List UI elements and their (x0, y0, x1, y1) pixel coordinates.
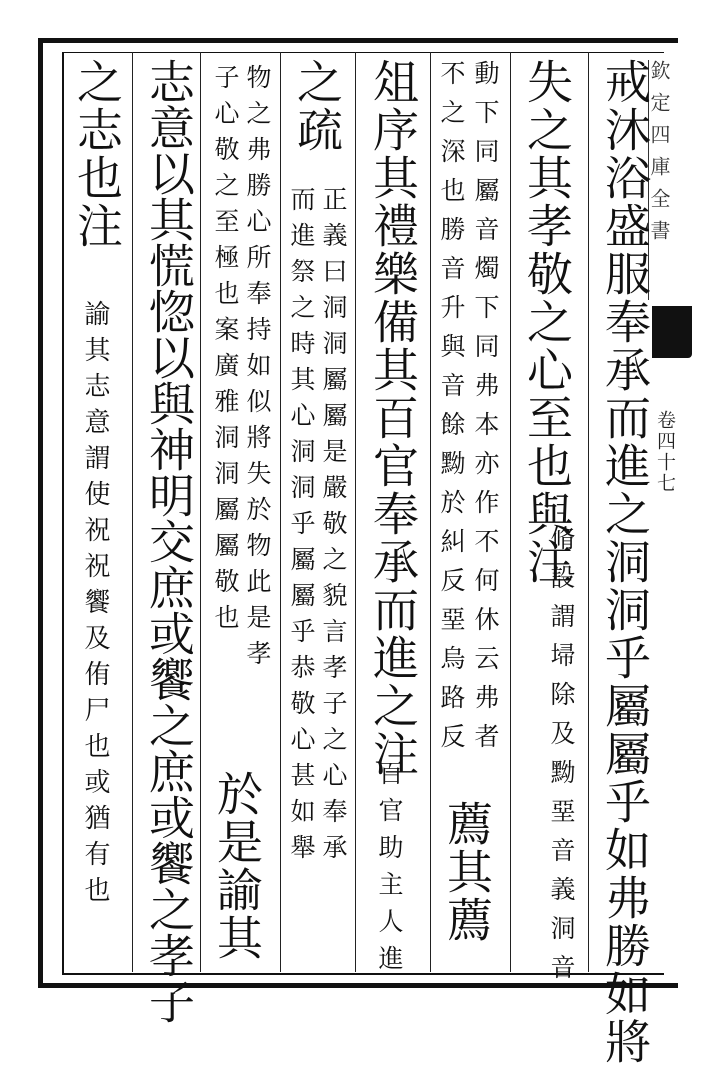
text-column-10-main: 志意以其慌惚以與神明交庶或饗之庶或饗之孝子 (142, 58, 196, 1024)
text-column-11-main: 之志也注 (70, 58, 124, 250)
text-column-8-note: 物之弗勝心所奉持如似將失於物此是孝 (243, 64, 272, 676)
text-column-3-note: 動下同屬音燭下同弗本亦作不何休云弗者 (471, 60, 500, 762)
text-column-4-note: 不之深也勝音升與音餘黝於糾反堊烏路反 (437, 60, 466, 762)
text-column-9-note: 子心敬之至極也案廣雅洞洞屬屬敬也 (211, 64, 240, 640)
column-rule (132, 52, 133, 972)
column-rule (430, 52, 431, 972)
text-column-5-main: 俎序其禮樂備其百官奉承而進之注 (366, 58, 420, 778)
book-title-margin: 欽定四庫全書 (647, 60, 671, 252)
text-column-6-note: 正義曰洞洞屬屬是嚴敬之貌言孝子之心奉承 (319, 186, 348, 870)
column-rule (280, 52, 281, 972)
text-column-2-main: 失之其孝敬之心至也與注 (520, 58, 574, 586)
text-column-1: 戒沐浴盛服奉承而進之洞洞乎屬屬乎如弗勝如將 (598, 58, 652, 1066)
column-rule (355, 52, 356, 972)
text-column-7-note: 而進祭之時其心洞洞乎屬屬乎恭敬心甚如舉 (287, 186, 316, 870)
column-rule (510, 52, 511, 972)
fishtail-mark (652, 306, 692, 358)
text-column-3-main: 薦其薦 (440, 800, 494, 944)
column-rule (588, 52, 589, 972)
text-column-9-main: 於是諭其 (210, 770, 264, 962)
text-column-6-main: 之疏 (290, 58, 344, 154)
text-column-5-note: 百官助主人進 (375, 760, 404, 982)
text-column-11-note: 諭其志意謂使祝祝饗及侑尸也或猶有也 (80, 300, 110, 912)
column-rule (200, 52, 201, 972)
juan-number-margin: 卷四十七 (654, 410, 676, 494)
text-column-2-note: 脩設謂埽除及黝堊音義洞音 (547, 525, 576, 993)
